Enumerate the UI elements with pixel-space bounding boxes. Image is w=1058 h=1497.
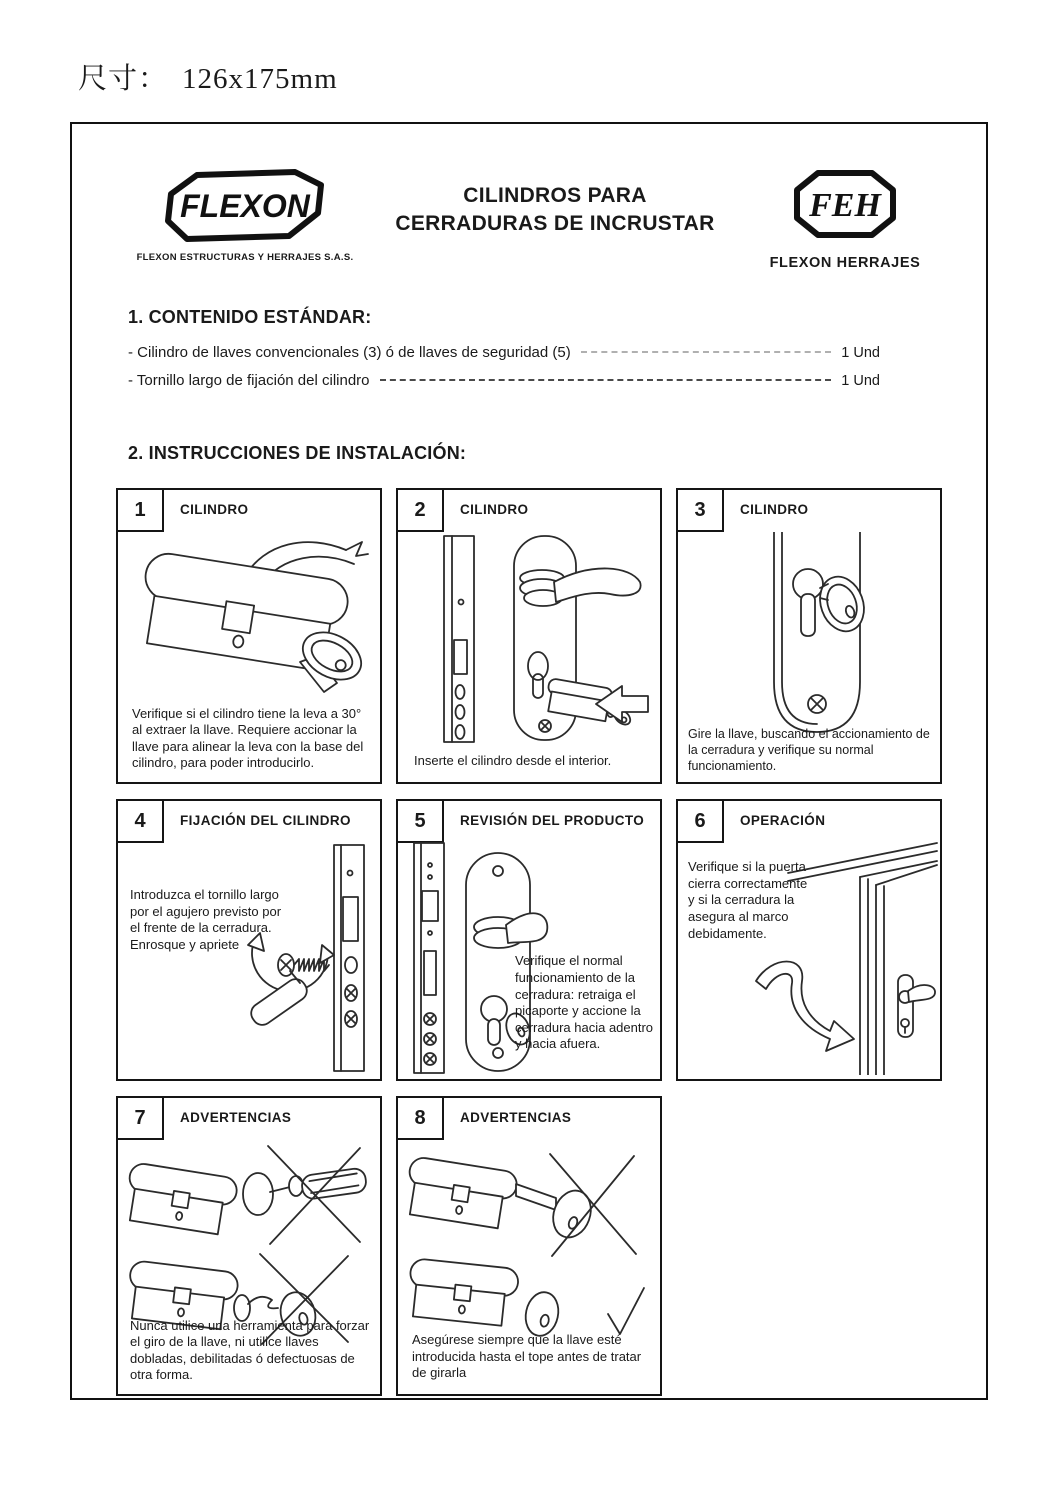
step-number-badge: 7 bbox=[116, 1096, 164, 1140]
step-number-badge: 4 bbox=[116, 799, 164, 843]
step-panel-3 bbox=[676, 488, 942, 784]
flexon-brand bbox=[130, 168, 360, 263]
flexon-logo-text: FLEXON bbox=[180, 188, 310, 224]
leader-line bbox=[380, 379, 832, 381]
key-turn-illustration bbox=[682, 532, 932, 742]
item-qty: 1 Und bbox=[841, 345, 880, 361]
document-sheet bbox=[70, 122, 988, 1400]
step-panel-7 bbox=[116, 1096, 382, 1396]
steps-grid bbox=[116, 488, 942, 1396]
instructions-heading: 2. INSTRUCCIONES DE INSTALACIÓN: bbox=[128, 443, 467, 463]
step-panel-2 bbox=[396, 488, 662, 784]
step-title: CILINDRO bbox=[180, 502, 249, 517]
step-title: ADVERTENCIAS bbox=[180, 1110, 292, 1125]
step-panel-5 bbox=[396, 799, 662, 1081]
step-number-badge: 8 bbox=[396, 1096, 444, 1140]
feh-label: FLEXON HERRAJES bbox=[769, 255, 921, 271]
page-size-note bbox=[78, 56, 338, 97]
size-value: 126x175mm bbox=[182, 63, 338, 95]
step-title: OPERACIÓN bbox=[740, 813, 826, 828]
feh-brand bbox=[750, 168, 940, 271]
step-number-badge: 2 bbox=[396, 488, 444, 532]
step-caption: Verifique si la puerta cierra correctamente y si la cerradura la asegura al marco debidamente. bbox=[688, 859, 808, 941]
step-caption: Verifique si el cilindro tiene la leva a 30° al extraer la llave. Requiere accionar la llave para alinear la leva con la base del cilindro, para poder introducirlo. bbox=[132, 705, 364, 771]
item-label: - Tornillo largo de fijación del cilindro bbox=[128, 372, 370, 389]
insert-cylinder-illustration bbox=[402, 532, 652, 748]
item-qty: 1 Und bbox=[841, 373, 880, 389]
step-number-badge: 6 bbox=[676, 799, 724, 843]
step-caption: Introduzca el tornillo largo por el agujero previsto por el frente de la cerradura. Enrosque y apriete bbox=[130, 887, 282, 952]
step-title: CILINDRO bbox=[460, 502, 529, 517]
doc-title-line1: CILINDROS PARA bbox=[463, 184, 647, 207]
step-number-badge: 1 bbox=[116, 488, 164, 532]
feh-logo-icon bbox=[792, 168, 898, 240]
doc-title bbox=[395, 182, 714, 239]
feh-logo-text: FEH bbox=[809, 187, 881, 224]
size-label: 尺寸： bbox=[78, 63, 169, 95]
flexon-tagline: FLEXON ESTRUCTURAS Y HERRAJES S.A.S. bbox=[136, 252, 354, 263]
step-caption: Inserte el cilindro desde el interior. bbox=[414, 753, 612, 769]
doc-title-line2: CERRADURAS DE INCRUSTAR bbox=[395, 212, 715, 236]
step-caption: Gire la llave, buscando el accionamiento de la cerradura y verifique su normal funcionamiento. bbox=[688, 727, 930, 773]
step-number-badge: 5 bbox=[396, 799, 444, 843]
contents-item bbox=[128, 372, 880, 389]
step-caption: Verifique el normal funcionamiento de la cerradura: retraiga el picaporte y accione la cerradura hacia adentro y hacia afuera. bbox=[515, 953, 654, 1052]
step-caption: Nunca utilice una herramienta para forzar el giro de la llave, ni utilice llaves dobladas, debilitadas ó defectuosas de otra forma. bbox=[130, 1317, 370, 1383]
step-panel-6 bbox=[676, 799, 942, 1081]
contents-list bbox=[128, 344, 930, 389]
cylinder-key-illustration bbox=[122, 536, 374, 704]
step-title: REVISIÓN DEL PRODUCTO bbox=[460, 813, 645, 828]
step-number-badge: 3 bbox=[676, 488, 724, 532]
step-caption: Asegúrese siempre que la llave esté introducida hasta el tope antes de tratar de girarla bbox=[412, 1332, 642, 1381]
step-title: CILINDRO bbox=[740, 502, 809, 517]
screw-fixing-illustration bbox=[238, 841, 378, 1075]
contents-item bbox=[128, 344, 880, 361]
document-header bbox=[72, 124, 986, 271]
key-fully-inserted-illustration bbox=[400, 1142, 656, 1348]
step-panel-1 bbox=[116, 488, 382, 784]
leader-line bbox=[581, 351, 832, 353]
step-panel-4 bbox=[116, 799, 382, 1081]
step-title: ADVERTENCIAS bbox=[460, 1110, 572, 1125]
item-label: - Cilindro de llaves convencionales (3) ó de llaves de seguridad (5) bbox=[128, 344, 571, 361]
step-title: FIJACIÓN DEL CILINDRO bbox=[180, 813, 351, 828]
step-panel-8 bbox=[396, 1096, 662, 1396]
flexon-logo-icon bbox=[155, 168, 335, 244]
contents-heading: 1. CONTENIDO ESTÁNDAR: bbox=[128, 307, 372, 327]
